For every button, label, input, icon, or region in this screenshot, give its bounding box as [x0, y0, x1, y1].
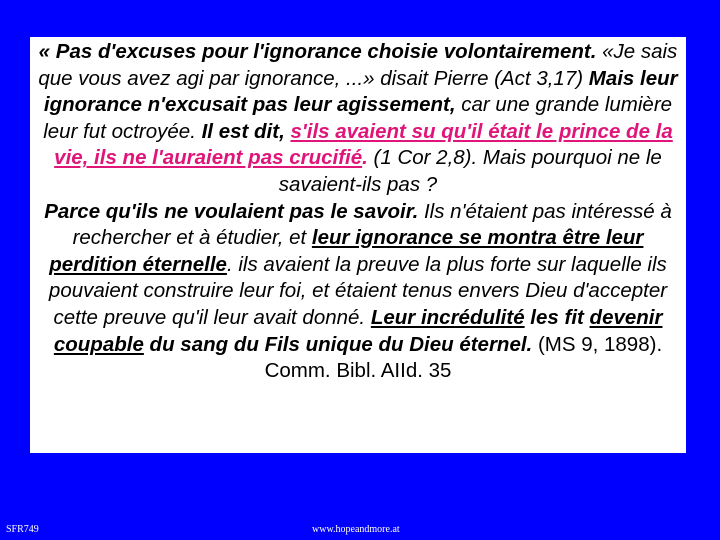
quote-bold-1: Mais leur ignorance n'excusait pas leur agissement,	[43, 66, 678, 117]
quote-acts-citation: «Je sais que vous avez agi par ignorance, ...» disait Pierre (Act 3,17)	[38, 40, 678, 90]
slide-id: SFR749	[6, 524, 39, 535]
quote-panel	[30, 37, 686, 453]
quote-underlined-3: devenir coupable	[53, 305, 663, 356]
quote-text-3: (1 Cor 2,8). Mais pourquoi ne le savaient-ils pas ?	[278, 146, 662, 196]
quote-highlight-period: .	[362, 146, 368, 170]
quote-text-4: Ils n'étaient pas intéressé à rechercher et à étudier, et	[72, 199, 672, 250]
quote-bold-2: Il est dit,	[201, 119, 291, 143]
quote-bold-3: Parce qu'ils ne voulaient pas le savoir.	[44, 199, 419, 223]
quote-highlight-pink: s'ils avaient su qu'il était le prince de la vie, ils ne l'auraient pas crucifié	[54, 119, 673, 170]
quote-text-5: . ils avaient la preuve la plus forte sur laquelle ils pouvaient construire leur foi, et étaient tenus envers Dieu d'accepter cette preuve qu'il leur avait donné.	[48, 252, 668, 329]
quote-bold-4: les fit	[524, 305, 590, 329]
quote-source-citation: (MS 9, 1898). Comm. Bibl. AIId. 35	[264, 332, 663, 383]
quote-text	[38, 39, 678, 385]
website-url[interactable]: www.hopeandmore.at	[312, 524, 400, 535]
quote-text-2: car une grande lumière leur fut octroyée.	[43, 93, 673, 143]
quote-underlined-2: Leur incrédulité	[370, 305, 525, 329]
quote-bold-5: du sang du Fils unique du Dieu éternel.	[143, 332, 533, 356]
quote-heading: « Pas d'excuses pour l'ignorance choisie volontairement.	[38, 40, 597, 63]
quote-underlined-1: leur ignorance se montra être leur perdition éternelle	[49, 226, 644, 276]
